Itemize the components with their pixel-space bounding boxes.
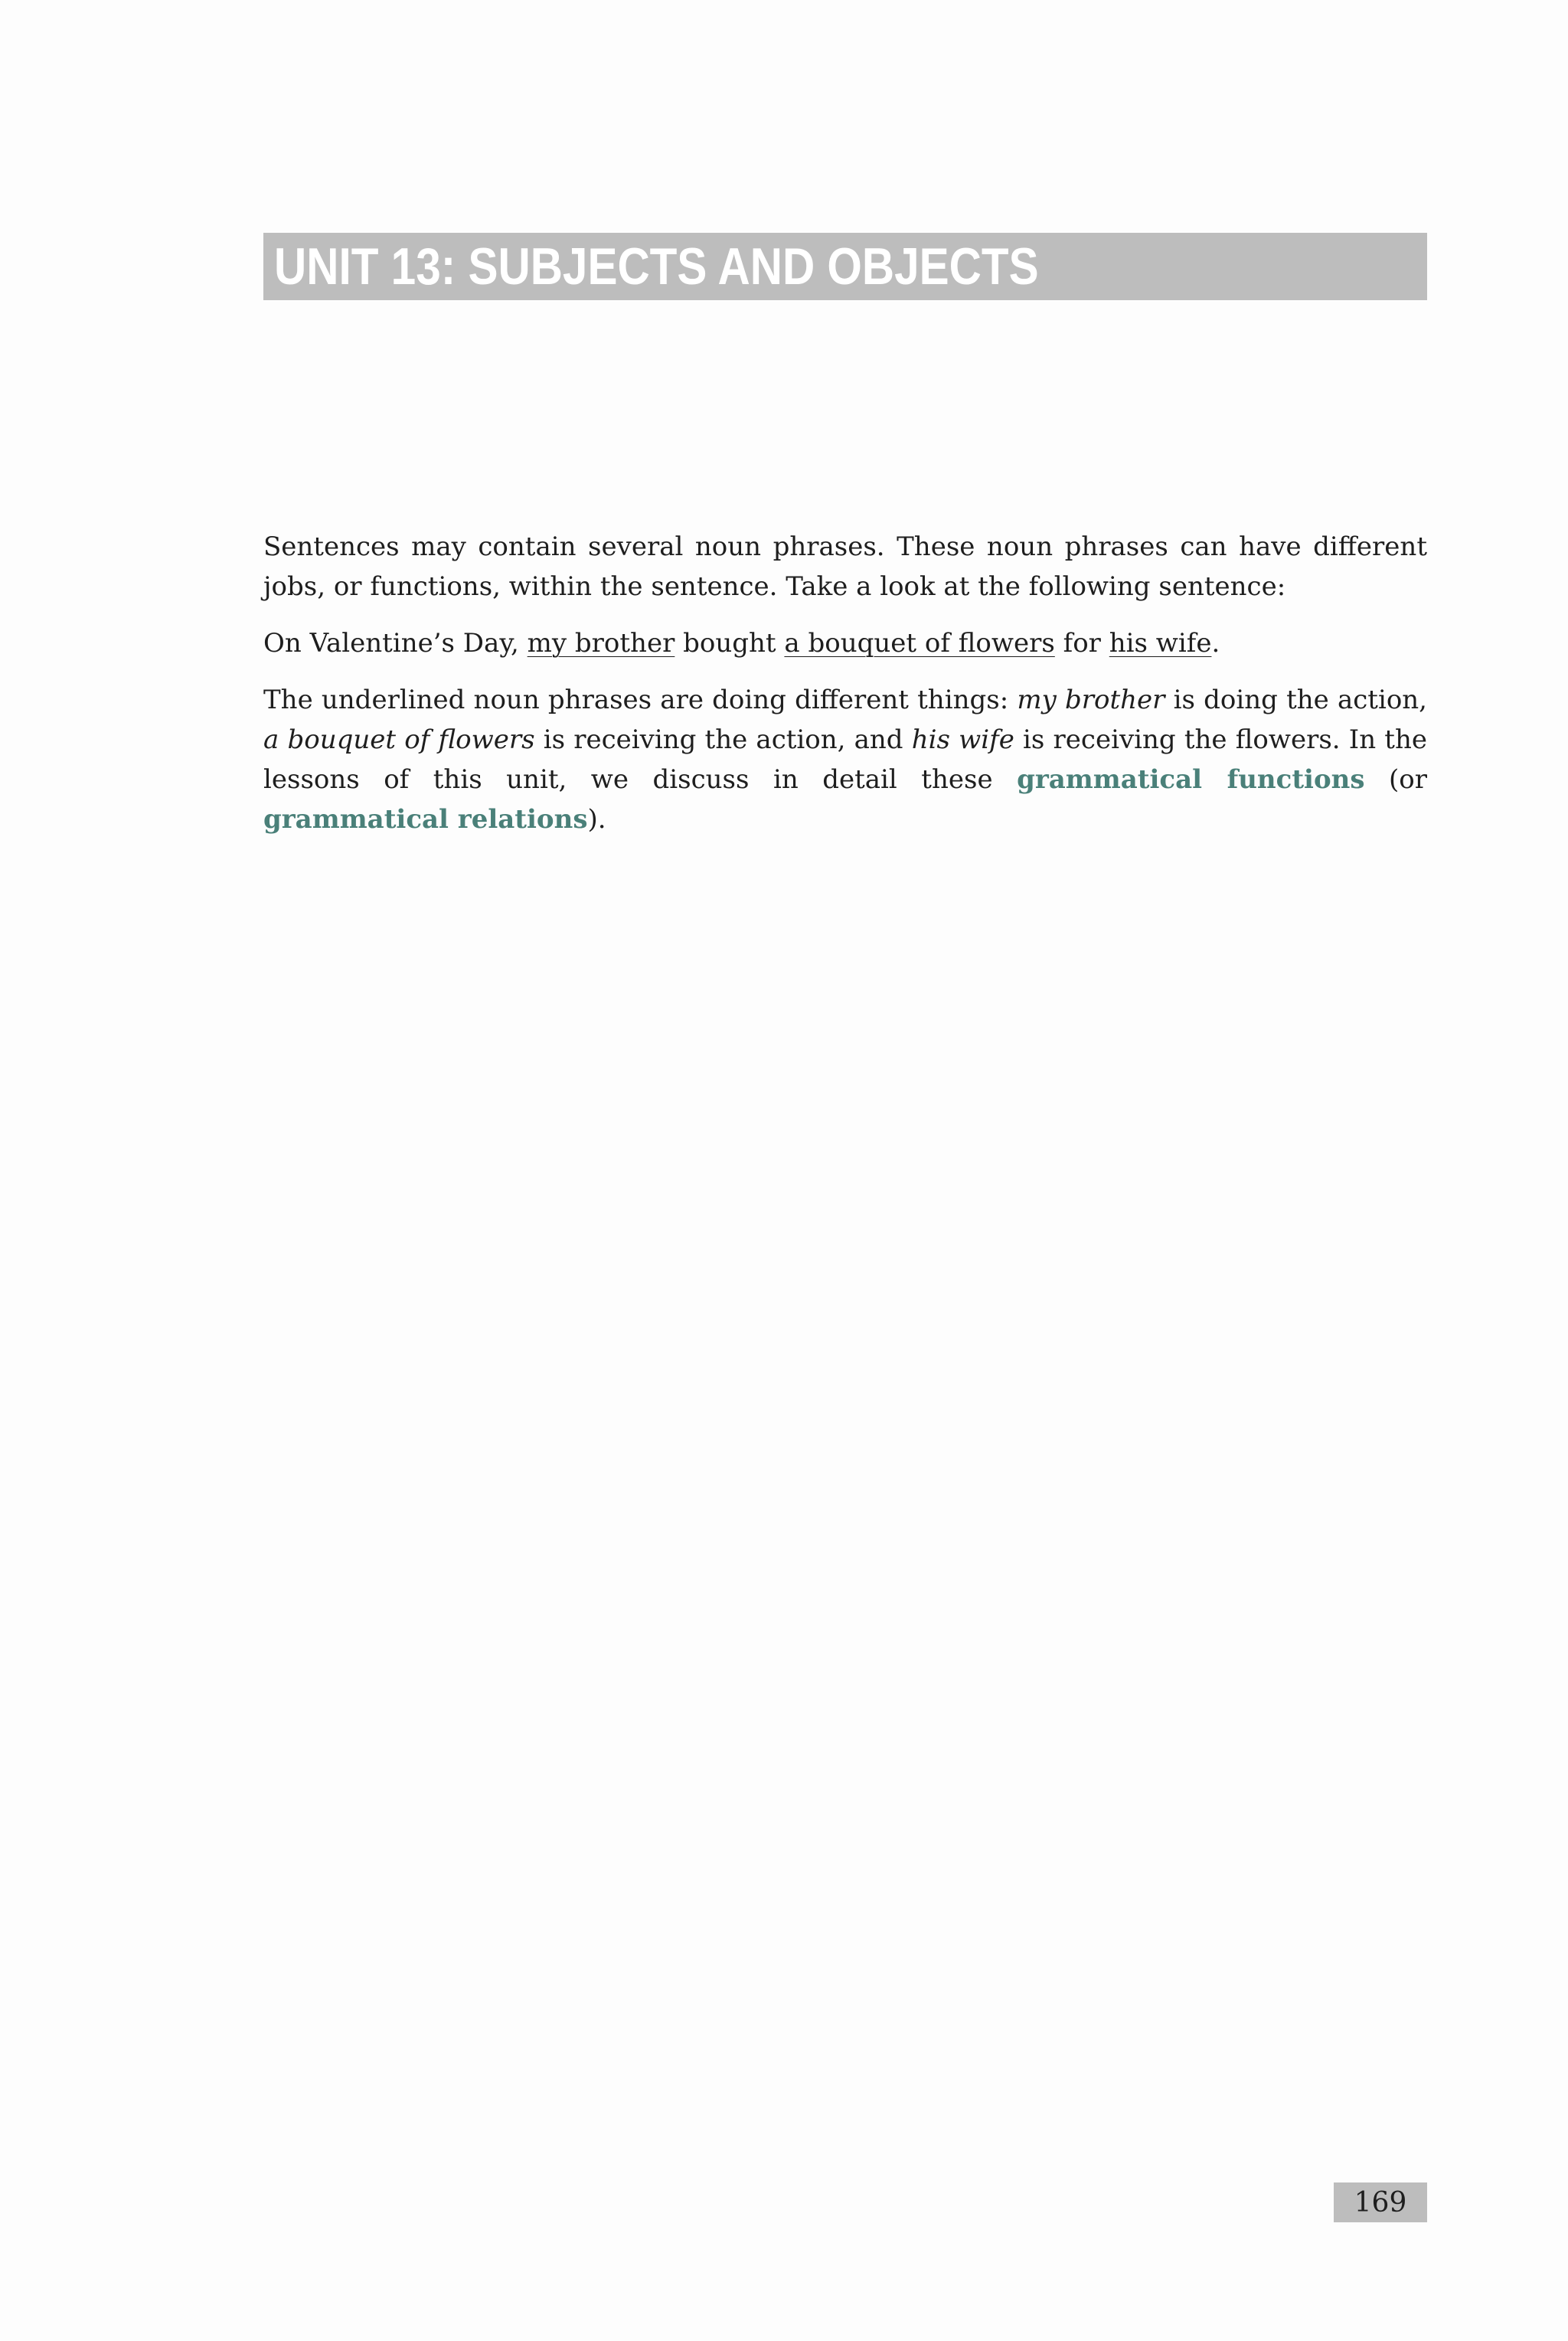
underlined-noun-phrase: his wife xyxy=(1109,628,1212,659)
intro-paragraph: Sentences may contain several noun phrases. These noun phrases can have different jobs, or functions, within the sentence. Take a look at the following sentence: xyxy=(263,531,1427,602)
page-number-box xyxy=(1334,2182,1427,2222)
page-number: 169 xyxy=(1354,2186,1407,2218)
unit-title: UNIT 13: SUBJECTS AND OBJECTS xyxy=(274,237,1039,296)
italic-phrase: my brother xyxy=(1017,685,1165,715)
key-term: grammatical relations xyxy=(263,804,588,835)
underlined-noun-phrase: my brother xyxy=(527,628,675,659)
key-term: grammatical functions xyxy=(1017,764,1365,795)
italic-phrase: his wife xyxy=(911,724,1014,755)
unit-title-banner xyxy=(263,233,1427,300)
body-text xyxy=(263,527,1427,856)
italic-phrase: a bouquet of flowers xyxy=(263,724,535,755)
example-sentence: On Valentine’s Day, my brother bought a bouquet of flowers for his wife. xyxy=(263,628,1220,659)
explanation-paragraph: The underlined noun phrases are doing different things: my brother is doing the action, a bouquet of flowers is receiving the action, and his wife is receiving the flowers. In the lessons of this unit, we discuss in detail these grammatical functions (or grammatical relations). xyxy=(263,685,1428,835)
underlined-noun-phrase: a bouquet of flowers xyxy=(784,628,1055,659)
